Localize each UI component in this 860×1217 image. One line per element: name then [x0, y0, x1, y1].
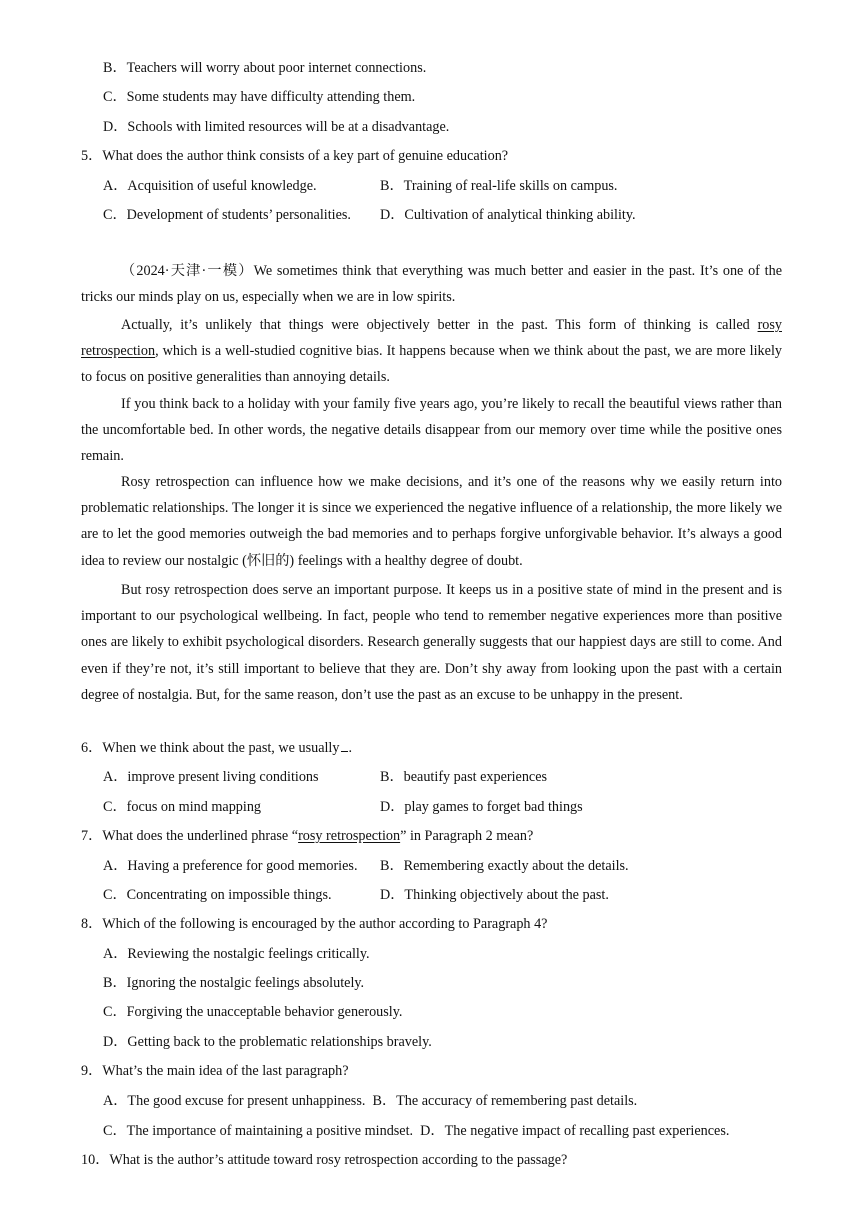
question-6-option-b: B．beautify past experiences	[380, 769, 548, 785]
question-7-stem	[81, 827, 533, 845]
option-c-q4: C．Some students may have difficulty attending them.	[103, 89, 416, 105]
question-7-option-c: C．Concentrating on impossible things.	[103, 887, 332, 903]
question-7-underlined-phrase: rosy retrospection	[298, 828, 401, 844]
question-5-option-c: C．Development of students’ personalities.	[103, 207, 351, 223]
question-5-option-b: B．Training of real-life skills on campus.	[380, 178, 618, 194]
paragraph-2-text-after: , which is a well-studied cognitive bias. It happens because when we think about the past, we are more likely to focus on positive generalities than annoying details.	[81, 343, 782, 386]
question-8-option-c: C．Forgiving the unacceptable behavior generously.	[103, 1004, 403, 1020]
paragraph-2-text-before: Actually, it’s unlikely that things were objectively better in the past. This form of thinking is called	[121, 317, 758, 333]
question-9-options-cd: C．The importance of maintaining a positive mindset. D．The negative impact of recalling past experiences.	[103, 1123, 730, 1139]
question-7-option-d: D．Thinking objectively about the past.	[380, 887, 609, 903]
passage-paragraph-4: Rosy retrospection can influence how we make decisions, and it’s one of the reasons why we easily return into problematic relationships. The longer it is since we experienced the negative influence of a relationship, the more likely we are to let the good memories outweigh the bad memories and to perhaps forgive unforgivable behavior. It’s always a good idea to review our nostalgic (怀旧的) feelings with a healthy degree of doubt.	[81, 474, 782, 569]
question-6-stem	[81, 739, 352, 757]
question-7-stem-after: ” in Paragraph 2 mean?	[400, 828, 534, 844]
question-6-option-c: C．focus on mind mapping	[103, 799, 262, 815]
underlined-phrase: rosy retrospection	[81, 317, 782, 360]
question-6-option-a: A．improve present living conditions	[103, 769, 319, 785]
question-9-options-ab: A．The good excuse for present unhappiness. B．The accuracy of remembering past details.	[103, 1093, 638, 1109]
question-6-stem-end: .	[348, 740, 353, 756]
question-6-stem-text: 6．When we think about the past, we usually	[81, 740, 340, 756]
question-8-option-b: B．Ignoring the nostalgic feelings absolutely.	[103, 975, 365, 991]
option-b-q4: B．Teachers will worry about poor internet connections.	[103, 60, 427, 76]
question-10-stem: 10．What is the author’s attitude toward rosy retrospection according to the passage?	[81, 1152, 568, 1168]
passage-paragraph-5: But rosy retrospection does serve an important purpose. It keeps us in a positive state of mind in the present and is important to our psychological wellbeing. In fact, people who tend to remember negative experiences more than positive ones are likely to exhibit psychological disorders. Research generally suggests that our happiest days are still to come. And even if they’re not, it’s still important to believe that they are. Don’t shy away from looking upon the past with a certain degree of nostalgia. But, for the same reason, don’t use the past as an excuse to be unhappy in the present.	[81, 582, 782, 703]
question-8-stem: 8．Which of the following is encouraged by the author according to Paragraph 4?	[81, 916, 548, 932]
question-7-stem-before: 7．What does the underlined phrase “	[81, 828, 299, 844]
passage-paragraph-2	[81, 312, 782, 391]
passage-paragraph-1	[81, 258, 782, 310]
passage-source: （2024·天津·一模）	[121, 263, 254, 279]
paragraph-1-text: We sometimes think that everything was much better and easier in the past. It’s one of the tricks our minds play on us, especially when we are in low spirits.	[81, 263, 782, 306]
question-9-stem: 9．What’s the main idea of the last paragraph?	[81, 1063, 349, 1079]
question-7-option-a: A．Having a preference for good memories.	[103, 858, 358, 874]
question-5-option-d: D．Cultivation of analytical thinking ability.	[380, 207, 636, 223]
option-d-q4: D．Schools with limited resources will be at a disadvantage.	[103, 119, 450, 135]
question-8-option-d: D．Getting back to the problematic relationships bravely.	[103, 1034, 432, 1050]
question-5-option-a: A．Acquisition of useful knowledge.	[103, 178, 317, 194]
question-8-option-a: A．Reviewing the nostalgic feelings critically.	[103, 946, 370, 962]
question-7-option-b: B．Remembering exactly about the details.	[380, 858, 629, 874]
passage-paragraph-3: If you think back to a holiday with your family five years ago, you’re likely to recall the beautiful views rather than the uncomfortable bed. In other words, the negative details disappear from our memory over time while the positive ones remain.	[81, 396, 782, 465]
question-6-option-d: D．play games to forget bad things	[380, 799, 583, 815]
question-5-stem: 5．What does the author think consists of a key part of genuine education?	[81, 148, 509, 164]
